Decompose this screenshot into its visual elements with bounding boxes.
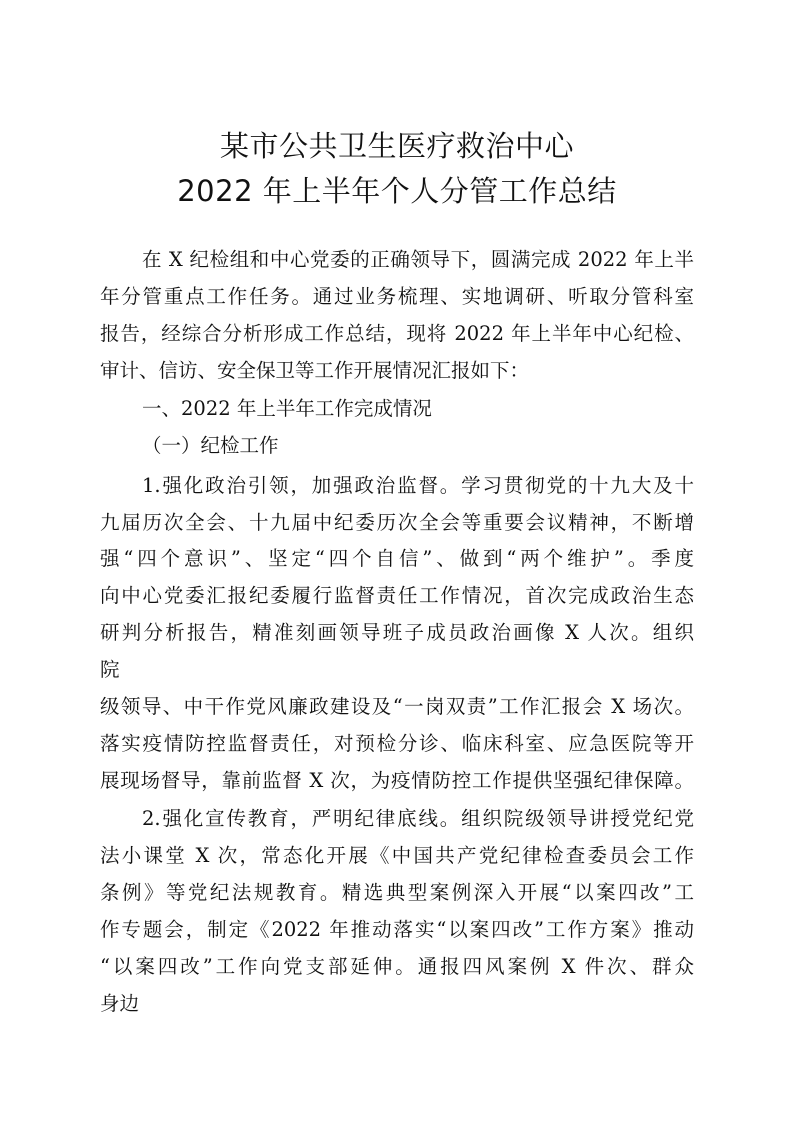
paragraph-line: 院 (100, 658, 120, 681)
document-title-line-2: 2022 年上半年个人分管工作总结 (177, 174, 617, 208)
subsection-heading: （一）纪检工作 (142, 434, 279, 457)
paragraph-line: 年分管重点工作任务。通过业务梳理、实地调研、听取分管科室 (100, 285, 694, 308)
paragraph-line: 1.强化政治引领，加强政治监督。学习贯彻党的十九大及十 (142, 474, 694, 497)
paragraph-line: 2.强化宣传教育，严明纪律底线。组织院级领导讲授党纪党 (142, 807, 694, 830)
paragraph-line: 法小课堂 X 次，常态化开展《中国共产党纪律检查委员会工作 (100, 844, 694, 867)
paragraph-line: 强“四个意识”、坚定“四个自信”、做到“两个维护”。季度 (100, 547, 694, 570)
paragraph-line: 级领导、中干作党风廉政建设及“一岗双责”工作汇报会 X 场次。 (100, 695, 694, 718)
document-title-line-1: 某市公共卫生医疗救治中心 (219, 129, 574, 163)
paragraph-line: 身边 (100, 992, 140, 1015)
paragraph-line: 审计、信访、安全保卫等工作开展情况汇报如下： (100, 359, 530, 382)
paragraph-line: 展现场督导，靠前监督 X 次，为疫情防控工作提供坚强纪律保障。 (100, 769, 694, 792)
paragraph-line: 作专题会，制定《2022 年推动落实“以案四改”工作方案》推动 (100, 918, 694, 941)
paragraph-line: 落实疫情防控监督责任，对预检分诊、临床科室、应急医院等开 (100, 732, 694, 755)
paragraph-line: 九届历次全会、十九届中纪委历次全会等重要会议精神，不断增 (100, 511, 694, 534)
paragraph-line: 在 X 纪检组和中心党委的正确领导下，圆满完成 2022 年上半 (142, 248, 694, 271)
section-heading: 一、2022 年上半年工作完成情况 (142, 397, 432, 420)
paragraph-line: 报告，经综合分析形成工作总结，现将 2022 年上半年中心纪检、 (100, 322, 694, 345)
paragraph-line: 条例》等党纪法规教育。精选典型案例深入开展“以案四改”工 (100, 881, 694, 904)
paragraph-line: 研判分析报告，精准刻画领导班子成员政治画像 X 人次。组织 (100, 621, 694, 644)
paragraph-line: “以案四改”工作向党支部延伸。通报四风案例 X 件次、群众 (100, 955, 694, 978)
paragraph-line: 向中心党委汇报纪委履行监督责任工作情况，首次完成政治生态 (100, 584, 694, 607)
